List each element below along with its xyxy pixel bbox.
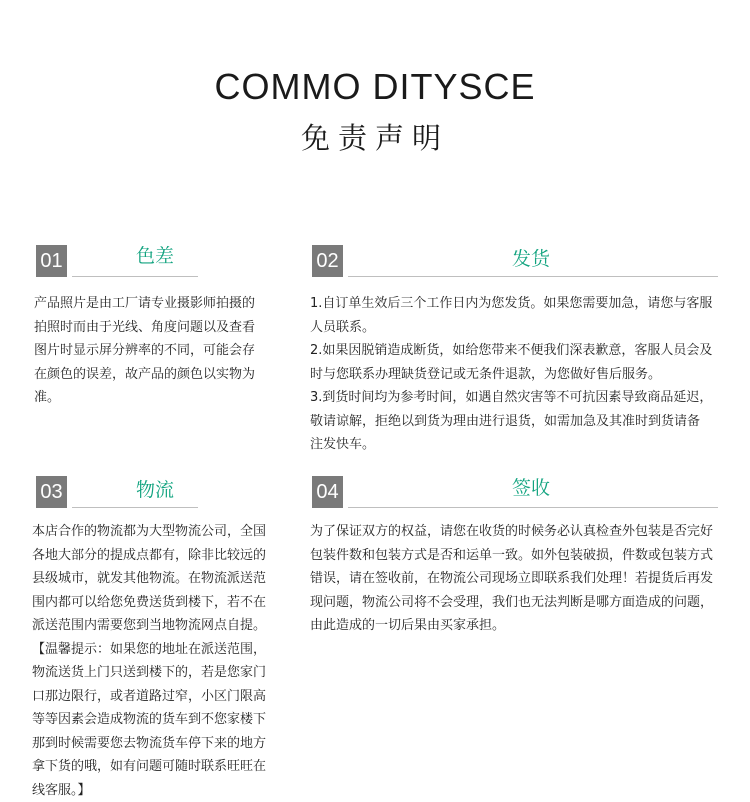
section-heading: 发货 (511, 248, 550, 270)
section-divider (348, 276, 718, 277)
section-number-badge: 01 (36, 245, 67, 277)
section-number-badge: 04 (312, 476, 343, 508)
section-divider (72, 507, 198, 508)
section-divider (72, 276, 198, 277)
section-body-text: 产品照片是由工厂请专业摄影师拍摄的 拍照时而由于光线、角度问题以及查看 图片时显示屏分辨率的不同，可能会存 在颜色的误差，故产品的颜色以实物为 准。 (34, 296, 256, 405)
section-body-text: 1.自订单生效后三个工作日内为您发货。如果您需要加急，请您与客服 人员联系。 2.如果因脱销造成断货，如给您带来不便我们深表歉意，客服人员会及 时与您联系办理缺货登记或无条件退款，为您做好售后服务。 3.到货时间均为参考时间，如遇自然灾害等不可抗因素导致商品延迟， 敬请谅解，拒绝以到货为理由进行退货，如需加急及其准时到货请备 注发快车。 (310, 296, 713, 452)
section-number-badge: 02 (312, 245, 343, 277)
page-title-chinese: 免责声明 (300, 121, 449, 155)
section-body-text: 为了保证双方的权益，请您在收货的时候务必认真检查外包装是否完好 包装件数和包装方式是否和运单一致。如外包装破损，件数或包装方式 错误，请在签收前，在物流公司现场立即联系我们处理！若提货后再发 现问题，物流公司将不会受理，我们也无法判断是哪方面造成的问题， 由此造成的一切后果由买家承担。 (310, 524, 714, 633)
section-divider (348, 507, 718, 508)
section-heading: 色差 (135, 245, 174, 267)
section-number-badge: 03 (36, 476, 67, 508)
section-body-text: 本店合作的物流都为大型物流公司，全国 各地大部分的提成点都有，除非比较远的 县级城市，就发其他物流。在物流派送范 围内都可以给您免费送货到楼下，若不在 派送范围内需要您到当地物流网点自提。 【温馨提示：如果您的地址在派送范围， 物流送货上门只送到楼下的，若是您家门 口那边限行，或者道路过窄，小区门限高 等等因素会造成物流的货车到不您家楼下 那到时候需要您去物流货车停下来的地方 拿下货的哦，如有问题可随时联系旺旺在 线客服。】 (32, 524, 267, 798)
section-heading: 物流 (135, 479, 174, 501)
page-title-english: COMMO DITYSCE (214, 66, 536, 107)
section-heading: 签收 (511, 477, 550, 499)
